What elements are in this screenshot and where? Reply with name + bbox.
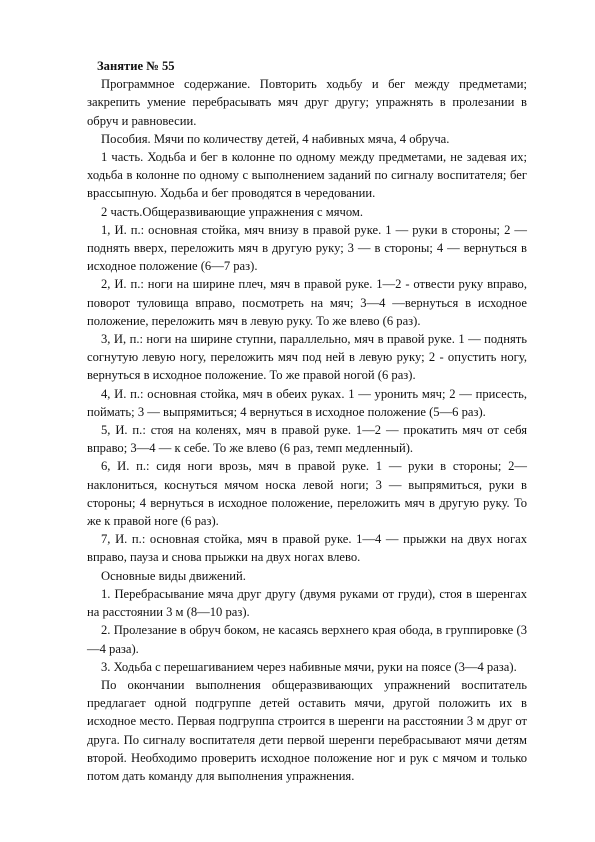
movement-2-paragraph: 2. Пролезание в обруч боком, не касаясь верхнего края обода, в группировке (3—4 раза). bbox=[87, 623, 527, 656]
movement-3-paragraph: 3. Ходьба с перешагиванием через набивные мячи, руки на поясе (3—4 раза). bbox=[101, 659, 517, 674]
movement-1-paragraph: 1. Перебрасывание мяча друг другу (двумя руками от груди), стоя в шеренгах на расстоянии 3 м (8—10 раз). bbox=[87, 586, 527, 620]
main-movements-heading: Основные виды движений. bbox=[101, 568, 246, 583]
exercise-7-paragraph: 7, И. п.: основная стойка, мяч в правой руке. 1—4 — прыжки на двух ногах вправо, пауза и снова прыжки на двух ногах влево. bbox=[87, 532, 527, 565]
part-two-heading: 2 часть.Общеразвивающие упражнения с мячом. bbox=[101, 204, 364, 219]
lesson-title: Занятие № 55 bbox=[97, 59, 175, 73]
part-one-paragraph: 1 часть. Ходьба и бег в колонне по одному между предметами, не задевая их; ходьба в колонне по одному с выполнением заданий по сигналу воспитателя; бег врассыпную. Ходьба и бег проводятся в чередовании. bbox=[87, 150, 527, 201]
exercise-1-paragraph: 1, И. п.: основная стойка, мяч внизу в правой руке. 1 — руки в стороны; 2 — поднять вверх, переложить мяч в другую руку; 3 — в стороны; 4 — вернуться в исходное положение (6—7 раз). bbox=[87, 222, 527, 274]
exercise-6-paragraph: 6, И. п.: сидя ноги врозь, мяч в правой руке. 1 — руки в стороны; 2— наклониться, коснуться мячом носка левой ноги; 3 — выпрямиться, руки в стороны; 4 вернуться в исходное положение, переложить мяч в другую руку. То же к правой ноге (6 раз). bbox=[87, 459, 527, 529]
document-body bbox=[87, 57, 527, 785]
materials-paragraph: Пособия. Мячи по количеству детей, 4 набивных мяча, 4 обруча. bbox=[101, 131, 450, 146]
exercise-3-paragraph: 3, И, п.: ноги на ширине ступни, параллельно, мяч в правой руке. 1 — поднять согнутую левую ногу, переложить мяч под ней в левую руку; 2 - опустить ногу, вернуться в исходное положение. То же правой ногой (6 раз). bbox=[87, 332, 527, 383]
exercise-4-paragraph: 4, И. п.: основная стойка, мяч в обеих руках. 1 — уронить мяч; 2 — присесть, поймать; 3 — выпрямиться; 4 вернуться в исходное положение (5—6 раз). bbox=[87, 386, 527, 419]
exercise-5-paragraph: 5, И. п.: стоя на коленях, мяч в правой руке. 1—2 — прокатить мяч от себя вправо; 3—4 — к себе. То же влево (6 раз, темп медленный). bbox=[87, 423, 527, 456]
closing-paragraph: По окончании выполнения общеразвивающих упражнений воспитатель предлагает одной подгруппе детей оставить мячи, другой положить их в исходное место. Первая подгруппа строится в шеренги на расстоянии 3 м друг от друга. По сигналу воспитателя дети первой шеренги перебрасывают мячи детям второй. Необходимо проверить исходное положение ног и рук с мячом и только потом дать команду для выполнения упражнения. bbox=[87, 677, 527, 783]
program-content-paragraph: Программное содержание. Повторить ходьбу и бег между предметами; закрепить умение перебрасывать мяч друг другу; упражнять в пролезании в обруч и равновесии. bbox=[87, 77, 527, 128]
exercise-2-paragraph: 2, И. п.: ноги на ширине плеч, мяч в правой руке. 1—2 - отвести руку вправо, поворот туловища вправо, посмотреть на мяч; 3—4 —вернуться в исходное положение, переложить мяч в левую руку. То же влево (6 раз). bbox=[87, 277, 527, 328]
